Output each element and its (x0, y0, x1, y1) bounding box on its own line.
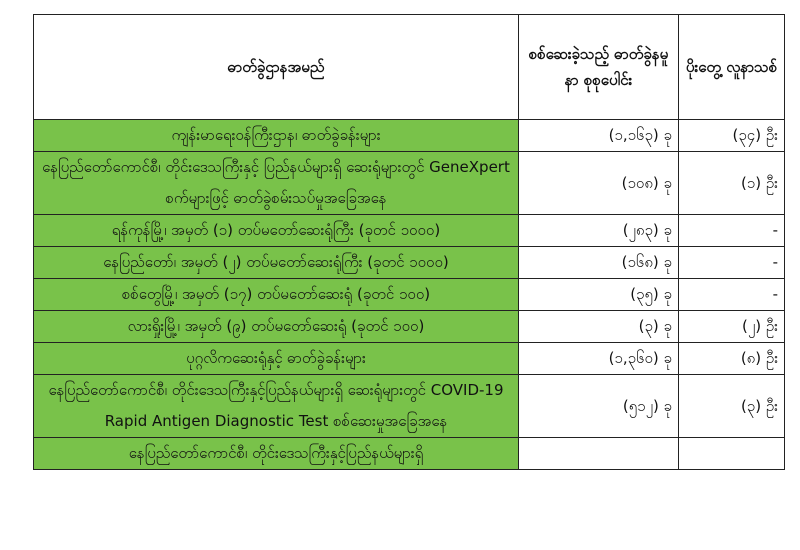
positive-count-cell (679, 438, 785, 470)
header-new-positive: ပိုးတွေ့ လူနာသစ် (679, 15, 785, 120)
tested-count-cell: (၅၁၂) ခု (519, 375, 679, 438)
lab-name-cell: နေပြည်တော်၊ အမှတ် (၂) တပ်မတော်ဆေးရုံကြီး (ခုတင် ၁၀၀၀) (34, 247, 519, 279)
tested-count-cell (519, 438, 679, 470)
header-tested-total: စစ်ဆေးခဲ့သည့် ဓာတ်ခွဲနမူနာ စုစုပေါင်း (519, 15, 679, 120)
tested-count-cell: (၃၅) ခု (519, 279, 679, 311)
tested-count-cell: (၁,၁၆၃) ခု (519, 120, 679, 152)
lab-name-cell: နေပြည်တော်ကောင်စီ၊ တိုင်းဒေသကြီးနှင့် ပြည်နယ်များရှိ ဆေးရုံများတွင် GeneXpert စက်များဖြင့် ဓာတ်ခွဲစမ်းသပ်မှုအခြေအနေ (34, 152, 519, 215)
lab-name-cell: လားရှိုးမြို့၊ အမှတ် (၉) တပ်မတော်ဆေးရုံ (ခုတင် ၁၀၀) (34, 311, 519, 343)
positive-count-cell: (၃) ဦး (679, 375, 785, 438)
table-row (34, 343, 785, 375)
table-row (34, 375, 785, 438)
tested-count-cell: (၂၈၃) ခု (519, 215, 679, 247)
lab-name-cell: ရန်ကုန်မြို့၊ အမှတ် (၁) တပ်မတော်ဆေးရုံကြီး (ခုတင် ၁၀၀၀) (34, 215, 519, 247)
tested-count-cell: (၁၆၈) ခု (519, 247, 679, 279)
positive-count-cell: - (679, 279, 785, 311)
lab-name-cell: စစ်တွေမြို့၊ အမှတ် (၁၇) တပ်မတော်ဆေးရုံ (ခုတင် ၁၀၀) (34, 279, 519, 311)
table-row (34, 311, 785, 343)
table-row (34, 215, 785, 247)
table-row (34, 120, 785, 152)
table-row (34, 152, 785, 215)
tested-count-cell: (၁၀၈) ခု (519, 152, 679, 215)
positive-count-cell: (၃၄) ဦး (679, 120, 785, 152)
lab-name-cell: နေပြည်တော်ကောင်စီ၊ တိုင်းဒေသကြီးနှင့်ပြည်နယ်များရှိ (34, 438, 519, 470)
table-row (34, 438, 785, 470)
tested-count-cell: (၃) ခု (519, 311, 679, 343)
tested-count-cell: (၁,၃၆၀) ခု (519, 343, 679, 375)
table-row (34, 279, 785, 311)
positive-count-cell: - (679, 247, 785, 279)
lab-name-cell: နေပြည်တော်ကောင်စီ၊ တိုင်းဒေသကြီးနှင့်ပြည်နယ်များရှိ ဆေးရုံများတွင် COVID-19 Rapid Antigen Diagnostic Test စစ်ဆေးမှုအခြေအနေ (34, 375, 519, 438)
lab-results-table (33, 14, 785, 470)
header-row (34, 15, 785, 120)
header-lab-name: ဓာတ်ခွဲဌာနအမည် (34, 15, 519, 120)
lab-name-cell: ကျန်းမာရေးဝန်ကြီးဌာန၊ ဓာတ်ခွဲခန်းများ (34, 120, 519, 152)
positive-count-cell: (၈) ဦး (679, 343, 785, 375)
lab-name-cell: ပုဂ္ဂလိကဆေးရုံနှင့် ဓာတ်ခွဲခန်းများ (34, 343, 519, 375)
positive-count-cell: (၁) ဦး (679, 152, 785, 215)
positive-count-cell: (၂) ဦး (679, 311, 785, 343)
table-row (34, 247, 785, 279)
positive-count-cell: - (679, 215, 785, 247)
